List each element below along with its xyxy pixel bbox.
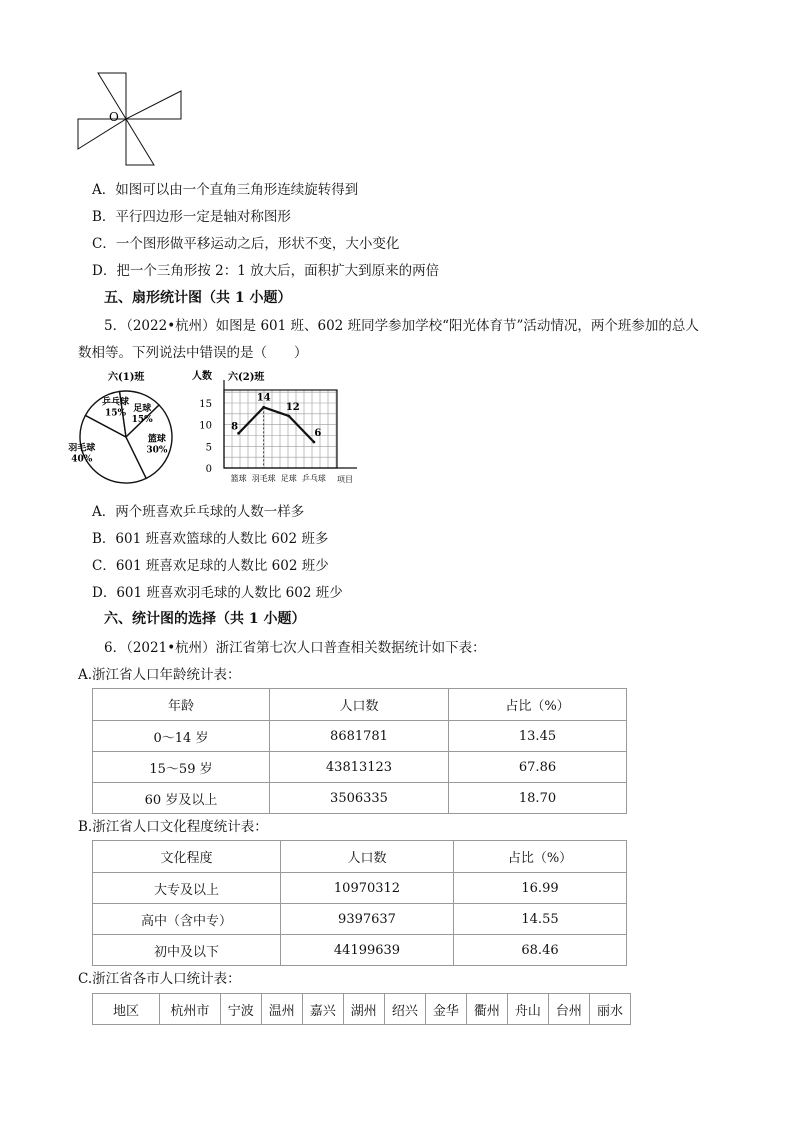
table-c-cell: 舟山 xyxy=(507,994,548,1025)
windmill-blade-right xyxy=(126,91,181,119)
table-c xyxy=(92,993,631,1025)
pie-slice-label: 足球 xyxy=(133,404,152,415)
table-b-header-cell: 占比（%） xyxy=(454,841,627,873)
x-tick-label: 足球 xyxy=(280,474,297,483)
table-b-cell: 9397637 xyxy=(281,904,454,935)
table-a-cell: 43813123 xyxy=(270,752,449,783)
section5-heading: 五、扇形统计图（共 1 小题） xyxy=(104,290,292,306)
series-point xyxy=(237,432,240,435)
table-b-row xyxy=(93,935,627,966)
pie-chart xyxy=(68,368,188,486)
table-b-header-row xyxy=(93,841,627,873)
table-b xyxy=(92,840,627,966)
pie-slice-label: 篮球 xyxy=(147,434,166,445)
table-c-cell: 宁波 xyxy=(220,994,261,1025)
table-c-cell: 衢州 xyxy=(466,994,507,1025)
table-a-cell: 3506335 xyxy=(270,783,449,814)
windmill-figure xyxy=(76,72,186,168)
line-chart-ylabel: 人数 xyxy=(192,371,212,382)
table-c-cell: 地区 xyxy=(93,994,160,1025)
q4-option-b: B．平行四边形一定是轴对称图形 xyxy=(92,209,291,225)
line-chart-yticks xyxy=(199,399,212,475)
table-b-header-cell: 人口数 xyxy=(281,841,454,873)
table-a-cell: 0～14 岁 xyxy=(93,721,270,752)
q5-option-b: B．601 班喜欢篮球的人数比 602 班多 xyxy=(92,531,329,547)
line-chart-xlabel: 项目 xyxy=(337,475,353,484)
table-c-cell: 金华 xyxy=(425,994,466,1025)
table-b-cell: 初中及以下 xyxy=(93,935,281,966)
series-point xyxy=(287,415,290,418)
table-c-cell: 嘉兴 xyxy=(302,994,343,1025)
table-c-cell: 台州 xyxy=(548,994,589,1025)
line-chart xyxy=(190,368,370,488)
table-a-header-cell: 人口数 xyxy=(270,689,449,721)
table-c-cell: 杭州市 xyxy=(160,994,221,1025)
table-a-header-row xyxy=(93,689,627,721)
y-tick-label: 0 xyxy=(205,464,212,475)
table-a-header-cell: 年龄 xyxy=(93,689,270,721)
table-b-row xyxy=(93,904,627,935)
table-c-caption: C.浙江省各市人口统计表： xyxy=(78,971,241,987)
line-chart-series xyxy=(231,392,321,468)
table-b-row xyxy=(93,873,627,904)
table-c-cell: 丽水 xyxy=(589,994,630,1025)
pie-slice-value: 40% xyxy=(71,454,93,465)
table-a-cell: 18.70 xyxy=(449,783,627,814)
table-a-cell: 60 岁及以上 xyxy=(93,783,270,814)
q5-text-line1: 5．（2022•杭州）如图是 601 班、602 班同学参加学校“阳光体育节”活动情况，两个班参加的总人 xyxy=(104,318,699,334)
table-a-cell: 13.45 xyxy=(449,721,627,752)
section6-heading: 六、统计图的选择（共 1 小题） xyxy=(104,611,306,627)
table-c-cell: 绍兴 xyxy=(384,994,425,1025)
q4-option-c: C．一个图形做平移运动之后，形状不变，大小变化 xyxy=(92,236,400,252)
table-b-cell: 16.99 xyxy=(454,873,627,904)
windmill-blade-bottom xyxy=(126,119,154,165)
q5-option-c: C．601 班喜欢足球的人数比 602 班少 xyxy=(92,558,329,574)
pie-slice-label: 乒乓球 xyxy=(101,397,130,408)
data-label: 8 xyxy=(231,421,239,433)
table-b-cell: 高中（含中专） xyxy=(93,904,281,935)
x-tick-label: 篮球 xyxy=(230,474,247,483)
q5-text-line2: 数相等。下列说法中错误的是（ ） xyxy=(78,345,308,361)
line-chart-xticks xyxy=(231,473,326,483)
series-point xyxy=(313,441,316,444)
y-tick-label: 10 xyxy=(199,420,212,432)
pie-slice-label: 羽毛球 xyxy=(68,443,96,454)
table-b-cell: 10970312 xyxy=(281,873,454,904)
pie-slice-value: 15% xyxy=(131,415,153,426)
table-b-caption: B.浙江省人口文化程度统计表： xyxy=(78,819,268,835)
table-a-row xyxy=(93,783,627,814)
table-a-row xyxy=(93,752,627,783)
data-label: 6 xyxy=(314,428,322,439)
table-b-header-cell: 文化程度 xyxy=(93,841,281,873)
data-label: 14 xyxy=(256,392,271,404)
line-chart-axes xyxy=(224,380,357,468)
table-c-header-row xyxy=(93,994,631,1025)
q4-option-d: D．把一个三角形按 2：1 放大后，面积扩大到原来的两倍 xyxy=(92,263,440,279)
y-tick-label: 5 xyxy=(205,442,212,454)
table-b-cell: 14.55 xyxy=(454,904,627,935)
table-a-cell: 15～59 岁 xyxy=(93,752,270,783)
table-a xyxy=(92,688,627,814)
line-chart-title: 六(2)班 xyxy=(228,372,265,383)
q6-text: 6．（2021•杭州）浙江省第七次人口普查相关数据统计如下表： xyxy=(104,640,486,656)
table-a-cell: 8681781 xyxy=(270,721,449,752)
x-tick-label: 乒乓球 xyxy=(301,474,326,483)
pie-slice-value: 15% xyxy=(104,408,127,419)
table-c-cell: 温州 xyxy=(261,994,302,1025)
x-tick-label: 羽毛球 xyxy=(251,474,276,483)
q5-option-a: A．两个班喜欢乒乓球的人数一样多 xyxy=(92,504,305,520)
table-c-cell: 湖州 xyxy=(343,994,384,1025)
table-a-cell: 67.86 xyxy=(449,752,627,783)
pie-slice-value: 30% xyxy=(146,445,168,456)
table-b-cell: 44199639 xyxy=(281,935,454,966)
data-label: 12 xyxy=(285,402,300,413)
table-b-cell: 68.46 xyxy=(454,935,627,966)
table-a-row xyxy=(93,721,627,752)
windmill-center-label: O xyxy=(109,110,119,124)
series-point xyxy=(262,406,265,409)
y-tick-label: 15 xyxy=(199,399,212,410)
table-a-caption: A.浙江省人口年龄统计表： xyxy=(78,667,241,683)
pie-title: 六(1)班 xyxy=(108,372,145,383)
q5-option-d: D．601 班喜欢羽毛球的人数比 602 班少 xyxy=(92,585,343,601)
table-b-cell: 大专及以上 xyxy=(93,873,281,904)
q4-option-a: A．如图可以由一个直角三角形连续旋转得到 xyxy=(92,182,359,198)
table-a-header-cell: 占比（%） xyxy=(449,689,627,721)
